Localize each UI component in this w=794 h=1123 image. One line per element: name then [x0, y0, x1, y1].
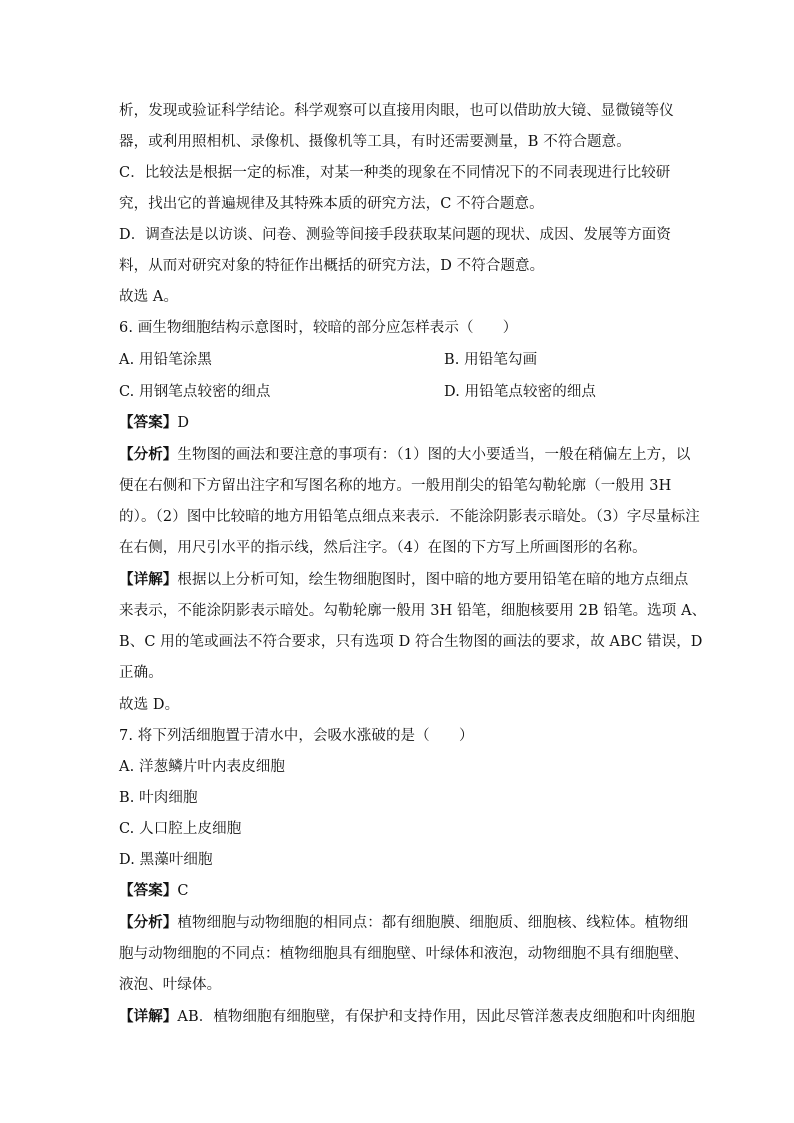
question-7-answer	[119, 880, 679, 902]
question-7-option-b: B. 叶肉细胞	[119, 790, 198, 806]
text-line: 来表示，不能涂阴影表示暗处。勾勒轮廓一般用 3H 铅笔，细胞核要用 2B 铅笔。选项 A、	[119, 603, 707, 619]
question-6-option-c: C. 用钢笔点较密的细点	[119, 384, 271, 400]
question-6-option-b: B. 用铅笔勾画	[444, 352, 538, 368]
detail-text: 根据以上分析可知，绘生物细胞图时，图中暗的地方要用铅笔在暗的地方点细点	[177, 572, 689, 588]
detail-tag: 【详解】	[119, 571, 178, 588]
text-line: 的）。（2）图中比较暗的地方用铅笔点细点来表示．不能涂阴影表示暗处。（3）字尽量标注	[119, 509, 700, 525]
answer-tag: 【答案】	[119, 414, 178, 431]
text-line: 器，或利用照相机、录像机、摄像机等工具，有时还需要测量，B 不符合题意。	[119, 134, 631, 150]
text-line: 胞与动物细胞的不同点：植物细胞具有细胞壁、叶绿体和液泡，动物细胞不具有细胞壁、	[119, 946, 689, 962]
detail-text: AB．植物细胞有细胞壁，有保护和支持作用，因此尽管洋葱表皮细胞和叶肉细胞	[177, 1009, 696, 1025]
question-7-detail	[119, 1006, 696, 1028]
question-6-analysis	[119, 444, 691, 466]
text-line: B、C 用的笔或画法不符合要求，只有选项 D 符合生物图的画法的要求，故 ABC 错误，D	[119, 634, 703, 650]
answer-tag: 【答案】	[119, 882, 178, 899]
question-6-option-d: D. 用铅笔点较密的细点	[444, 384, 597, 400]
analysis-tag: 【分析】	[119, 446, 178, 463]
question-7-analysis	[119, 912, 689, 934]
answer-value: D	[177, 415, 190, 431]
text-line: C．比较法是根据一定的标准，对某一种类的现象在不同情况下的不同表现进行比较研	[119, 165, 671, 181]
text-line: 究，找出它的普遍规律及其特殊本质的研究方法，C 不符合题意。	[119, 196, 544, 212]
question-7-option-d: D. 黑藻叶细胞	[119, 852, 213, 868]
answer-value: C	[177, 883, 189, 899]
text-line: 料，从而对研究对象的特征作出概括的研究方法，D 不符合题意。	[119, 258, 545, 274]
question-7-stem: 7. 将下列活细胞置于清水中，会吸水涨破的是（ ）	[119, 728, 474, 744]
text-line: 液泡、叶绿体。	[119, 977, 222, 993]
text-line: D．调查法是以访谈、问卷、测验等间接手段获取某问题的现状、成因、发展等方面资	[119, 227, 671, 243]
detail-tag: 【详解】	[119, 1008, 178, 1025]
question-6-option-a: A. 用铅笔涂黑	[119, 352, 212, 368]
question-6-detail	[119, 569, 689, 591]
text-line: 析，发现或验证科学结论。科学观察可以直接用肉眼，也可以借助放大镜、显微镜等仪	[119, 103, 674, 119]
conclusion-line: 故选 D。	[119, 697, 180, 713]
analysis-text: 植物细胞与动物细胞的相同点：都有细胞膜、细胞质、细胞核、线粒体。植物细	[177, 915, 689, 931]
question-7-option-a: A. 洋葱鳞片叶内表皮细胞	[119, 759, 285, 775]
analysis-text: 生物图的画法和要注意的事项有：（1）图的大小要适当，一般在稍偏左上方，以	[177, 447, 691, 463]
text-line: 正确。	[119, 665, 163, 681]
text-line: 在右侧，用尺引水平的指示线，然后注字。（4）在图的下方写上所画图形的名称。	[119, 540, 647, 556]
question-6-stem: 6. 画生物细胞结构示意图时，较暗的部分应怎样表示（ ）	[119, 320, 518, 336]
analysis-tag: 【分析】	[119, 914, 178, 931]
question-6-answer	[119, 412, 679, 434]
conclusion-line: 故选 A。	[119, 289, 179, 305]
question-7-option-c: C. 人口腔上皮细胞	[119, 821, 242, 837]
text-line: 便在右侧和下方留出注字和写图名称的地方。一般用削尖的铅笔勾勒轮廓（一般用 3H	[119, 478, 672, 494]
